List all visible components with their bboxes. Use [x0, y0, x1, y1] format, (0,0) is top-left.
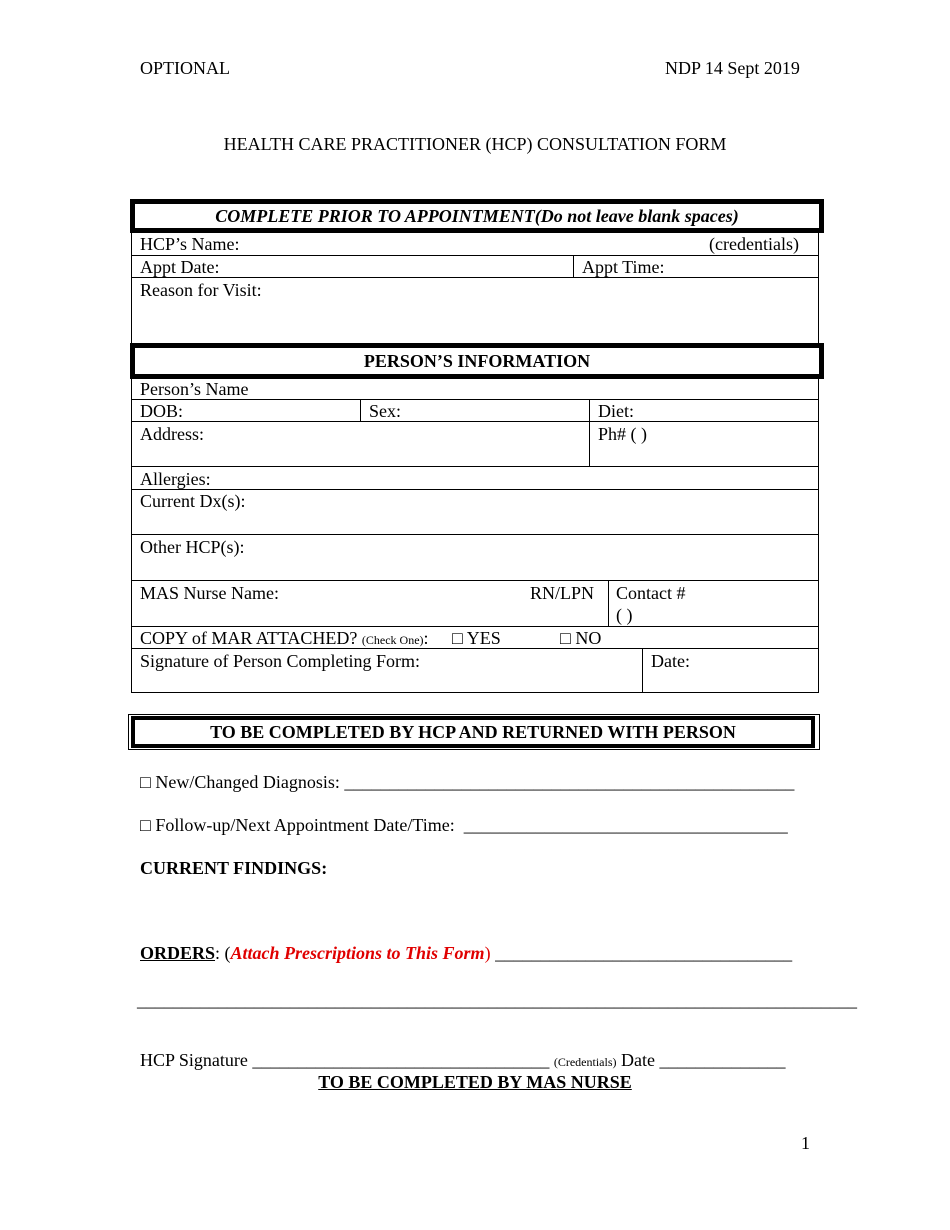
- copy-mar-row: [140, 628, 429, 649]
- orders-heading: ORDERS: [140, 943, 216, 963]
- contact-label: Contact #: [616, 583, 686, 603]
- row-divider: [131, 648, 819, 649]
- orders-line[interactable]: _________________________________: [495, 943, 793, 963]
- colon: :: [423, 628, 429, 648]
- section-banner-persons-information: [130, 343, 824, 379]
- signature-date-line[interactable]: ______________: [659, 1050, 786, 1070]
- credentials-label: (credentials): [709, 234, 799, 254]
- banner-text: COMPLETE PRIOR TO APPOINTMENT(Do not leave blank spaces): [215, 206, 739, 226]
- current-findings-heading: CURRENT FINDINGS:: [140, 858, 328, 878]
- col-divider: [589, 399, 590, 466]
- col-divider: [608, 580, 609, 626]
- orders-colon: : (: [215, 943, 231, 963]
- allergies-label: Allergies:: [140, 469, 211, 489]
- followup-line[interactable]: ____________________________________: [463, 815, 788, 835]
- col-divider: [573, 255, 574, 277]
- phone-label: Ph# ( ): [598, 424, 647, 444]
- rn-lpn-label: RN/LPN: [530, 583, 595, 603]
- copy-mar-label: COPY of MAR ATTACHED?: [140, 628, 358, 648]
- mas-nurse-label: MAS Nurse Name:: [140, 583, 279, 603]
- section-banner-hcp: [131, 716, 815, 748]
- orders-continuation-line[interactable]: ________________________________________________________________________________: [137, 990, 857, 1010]
- credentials-small-label: (Credentials): [553, 1055, 617, 1069]
- followup-label: □ Follow-up/Next Appointment Date/Time:: [140, 815, 455, 835]
- hcp-signature-label: HCP Signature: [140, 1050, 248, 1070]
- row-divider: [131, 421, 819, 422]
- header-left: OPTIONAL: [140, 58, 230, 78]
- banner-text: TO BE COMPLETED BY HCP AND RETURNED WITH PERSON: [210, 722, 736, 742]
- reason-for-visit-label: Reason for Visit:: [140, 280, 262, 300]
- date-label: Date:: [651, 651, 690, 671]
- row-divider: [131, 277, 819, 278]
- row-divider: [131, 626, 819, 627]
- row-divider: [131, 466, 819, 467]
- row-divider: [131, 255, 819, 256]
- hcp-signature-row: [140, 1050, 785, 1071]
- row-divider: [131, 534, 819, 535]
- header-right: NDP 14 Sept 2019: [665, 58, 800, 78]
- contact-phone-label: ( ): [616, 605, 633, 625]
- appt-time-label: Appt Time:: [582, 257, 665, 277]
- orders-note: Attach Prescriptions to This Form: [230, 943, 485, 963]
- dob-label: DOB:: [140, 401, 184, 421]
- section-banner-prior-to-appointment: [130, 199, 824, 233]
- other-hcp-label: Other HCP(s):: [140, 537, 245, 557]
- followup-row: [140, 815, 788, 836]
- orders-row: [140, 943, 792, 964]
- orders-close: ): [484, 943, 491, 963]
- table-border-bottom: [131, 692, 819, 693]
- form-title: HEALTH CARE PRACTITIONER (HCP) CONSULTATION FORM: [223, 134, 727, 154]
- mar-yes-checkbox[interactable]: □ YES: [452, 628, 501, 648]
- table-border-right: [818, 378, 819, 693]
- new-dx-line[interactable]: __________________________________________________: [344, 772, 795, 792]
- col-divider: [360, 399, 361, 421]
- person-name-label: Person’s Name: [140, 379, 249, 399]
- diet-label: Diet:: [598, 401, 634, 421]
- row-divider: [131, 489, 819, 490]
- check-one-label: (Check One): [361, 633, 424, 647]
- table-border-right: [818, 233, 819, 343]
- signature-date-label: Date: [621, 1050, 655, 1070]
- signature-label: Signature of Person Completing Form:: [140, 651, 420, 671]
- row-divider: [131, 580, 819, 581]
- new-dx-row: [140, 772, 794, 793]
- appt-date-label: Appt Date:: [140, 257, 220, 277]
- current-dx-label: Current Dx(s):: [140, 491, 246, 511]
- table-border-left: [131, 233, 132, 343]
- mas-nurse-banner: TO BE COMPLETED BY MAS NURSE: [318, 1072, 632, 1092]
- table-border-left: [131, 378, 132, 693]
- mar-no-checkbox[interactable]: □ NO: [560, 628, 602, 648]
- new-dx-label: □ New/Changed Diagnosis:: [140, 772, 340, 792]
- page-number: 1: [801, 1133, 810, 1153]
- hcp-name-label: HCP’s Name:: [140, 234, 240, 254]
- sex-label: Sex:: [369, 401, 402, 421]
- address-label: Address:: [140, 424, 204, 444]
- banner-text: PERSON’S INFORMATION: [363, 351, 591, 371]
- row-divider: [131, 399, 819, 400]
- col-divider: [642, 648, 643, 693]
- hcp-signature-line[interactable]: _________________________________: [252, 1050, 550, 1070]
